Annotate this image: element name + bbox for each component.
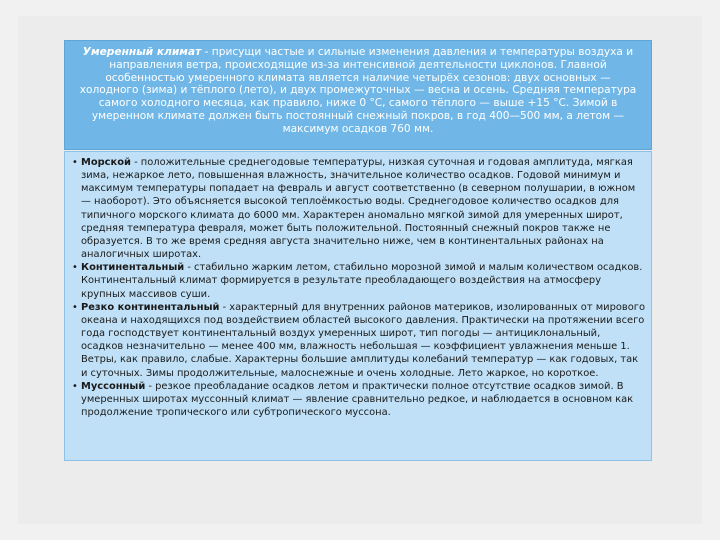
item-term: Континентальный [81,262,185,274]
item-term: Муссонный [81,380,146,392]
list-item-continental [71,261,645,300]
item-text: - резкое преобладание осадков летом и практически полное отсутствие осадков зимой. В умеренных широтах муссонный климат — явление сравнительно редкое, и наблюдается в основном как продолжение тропического или субтропического муссона. [81,380,634,418]
item-text: - положительные среднегодовые температуры, низкая суточная и годовая амплитуда, мягкая зима, нежаркое лето, повышенная влажность, значительное количество осадков. Годовой минимум и максимум температуры попадает на февраль и август соответственно (в северном полушарии, в южном — наоборот). Это объясняется высокой теплоёмкостью воды. Среднегодовое количество осадков для типичного морского климата до 6000 мм. Характерен аномально мягкой зимой для умеренных широт, средняя температура февраля, может быть положительной. Постоянный снежный покров также не образуется. В то же время средняя августа значительно ниже, чем в континентальных районах на аналогичных широтах. [81,157,636,261]
item-text: - стабильно жарким летом, стабильно морозной зимой и малым количеством осадков. Континентальный климат формируется в результате преобладающего воздействия на атмосферу крупных массивов суши. [81,262,643,300]
header-text: - присущи частые и сильные изменения давления и температуры воздуха и направления ветра, происходящие из-за интенсивной деятельности циклонов. Главной особенностью умеренного климата является наличие четырёх сезонов: двух основных — холодного (зима) и тёплого (лето), и двух промежуточных — весна и осень. Средняя температура самого холодного месяца, как правило, ниже 0 °C, самого тёплого — выше +15 °C. Зимой в умеренном климате должен быть постоянный снежный покров, в год 400—500 мм, а летом — максимум осадков 760 мм. [79,46,637,135]
header-band [64,40,652,150]
list-item-monsoon [71,380,645,419]
header-term: Умеренный климат [82,46,202,58]
item-term: Морской [81,157,131,168]
bullet-icon: • [72,380,78,392]
bullet-icon: • [72,157,78,168]
content-box [64,151,652,461]
item-term: Резко континентальный [81,301,220,313]
item-text: - характерный для внутренних районов материков, изолированных от мирового океана и находящихся под воздействием областей высокого давления. Практически на протяжении всего года господствует континентальный воздух умеренных широт, тип погоды — антициклональный, осадков незначительно — менее 400 мм, влажность небольшая — коэффициент увлажнения меньше 1. Ветры, как правило, слабые. Характерны большие амплитуды колебаний температур — как годовых, так и суточных. Зимы продолжительные, малоснежные и очень холодные. Лето жаркое, но короткое. [81,301,645,379]
bullet-icon: • [72,262,78,274]
bullet-icon: • [72,301,78,313]
list-item-sharply-continental [71,301,645,380]
list-item-maritime [71,156,645,261]
